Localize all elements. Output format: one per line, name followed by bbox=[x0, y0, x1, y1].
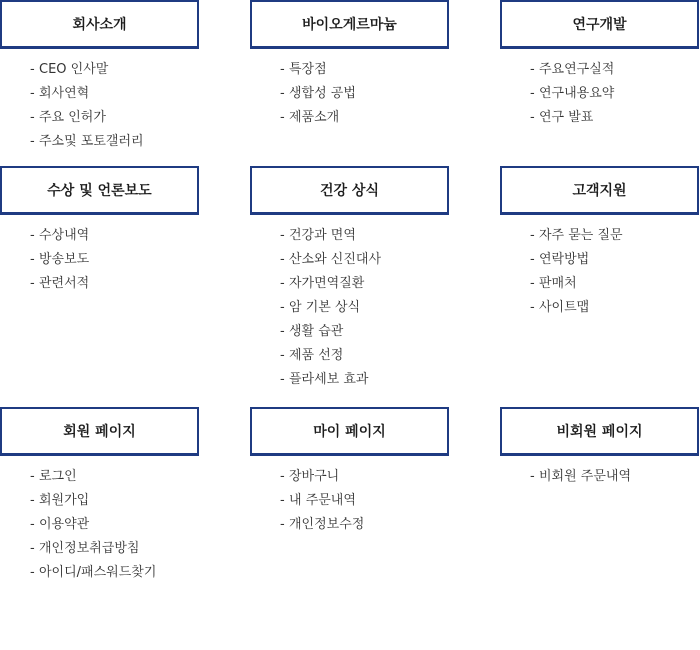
bullet: - bbox=[30, 252, 35, 267]
list-item[interactable] bbox=[30, 134, 199, 158]
link-health-immunity[interactable]: 건강과 면역 bbox=[289, 228, 356, 243]
bullet: - bbox=[280, 324, 285, 339]
section-links-bio-germanium bbox=[250, 62, 449, 134]
list-item[interactable] bbox=[280, 62, 449, 86]
list-item[interactable] bbox=[530, 469, 699, 493]
list-item[interactable] bbox=[30, 252, 199, 276]
bullet: - bbox=[530, 252, 535, 267]
list-item[interactable] bbox=[530, 110, 699, 134]
list-item[interactable] bbox=[280, 300, 449, 324]
section-header-health-info[interactable]: 건강 상식 bbox=[250, 166, 449, 215]
bullet: - bbox=[280, 252, 285, 267]
section-header-my-page[interactable]: 마이 페이지 bbox=[250, 407, 449, 456]
section-header-member[interactable]: 회원 페이지 bbox=[0, 407, 199, 456]
bullet: - bbox=[280, 62, 285, 77]
link-oxygen-metabolism[interactable]: 산소와 신진대사 bbox=[289, 252, 382, 267]
section-header-guest[interactable]: 비회원 페이지 bbox=[500, 407, 699, 456]
bullet: - bbox=[280, 86, 285, 101]
bullet: - bbox=[280, 469, 285, 484]
section-links-research bbox=[500, 62, 699, 134]
bullet: - bbox=[280, 276, 285, 291]
section-bio-germanium bbox=[250, 0, 449, 134]
list-item[interactable] bbox=[280, 493, 449, 517]
link-guest-orders[interactable]: 비회원 주문내역 bbox=[539, 469, 632, 484]
section-header-support[interactable]: 고객지원 bbox=[500, 166, 699, 215]
link-login[interactable]: 로그인 bbox=[39, 469, 77, 484]
section-links-my-page bbox=[250, 469, 449, 541]
list-item[interactable] bbox=[530, 276, 699, 300]
bullet: - bbox=[530, 62, 535, 77]
bullet: - bbox=[30, 134, 35, 149]
link-products[interactable]: 제품소개 bbox=[289, 110, 340, 125]
bullet: - bbox=[530, 86, 535, 101]
section-support bbox=[500, 166, 699, 324]
bullet: - bbox=[30, 228, 35, 243]
section-guest bbox=[500, 407, 699, 493]
bullet: - bbox=[530, 228, 535, 243]
section-links-guest bbox=[500, 469, 699, 493]
link-find-account[interactable]: 아이디/패스워드찾기 bbox=[39, 565, 157, 580]
section-links-support bbox=[500, 228, 699, 324]
bullet: - bbox=[280, 517, 285, 532]
link-privacy[interactable]: 개인정보취급방침 bbox=[39, 541, 140, 556]
section-header-research[interactable]: 연구개발 bbox=[500, 0, 699, 49]
bullet: - bbox=[30, 565, 35, 580]
list-item[interactable] bbox=[30, 276, 199, 300]
link-faq[interactable]: 자주 묻는 질문 bbox=[539, 228, 623, 243]
list-item[interactable] bbox=[530, 228, 699, 252]
link-contact[interactable]: 연락방법 bbox=[539, 252, 590, 267]
link-biosynthesis[interactable]: 생합성 공법 bbox=[289, 86, 356, 101]
list-item[interactable] bbox=[280, 372, 449, 396]
list-item[interactable] bbox=[530, 62, 699, 86]
list-item[interactable] bbox=[280, 348, 449, 372]
bullet: - bbox=[280, 372, 285, 387]
section-member bbox=[0, 407, 199, 589]
section-header-bio-germanium[interactable]: 바이오게르마늄 bbox=[250, 0, 449, 49]
link-cart[interactable]: 장바구니 bbox=[289, 469, 340, 484]
list-item[interactable] bbox=[530, 300, 699, 324]
link-cancer-basics[interactable]: 암 기본 상식 bbox=[289, 300, 361, 315]
link-product-selection[interactable]: 제품 선정 bbox=[289, 348, 344, 363]
section-my-page bbox=[250, 407, 449, 541]
list-item[interactable] bbox=[30, 86, 199, 110]
link-autoimmune[interactable]: 자가면역질환 bbox=[289, 276, 365, 291]
bullet: - bbox=[30, 469, 35, 484]
bullet: - bbox=[530, 276, 535, 291]
bullet: - bbox=[30, 62, 35, 77]
list-item[interactable] bbox=[30, 565, 199, 589]
bullet: - bbox=[30, 276, 35, 291]
list-item[interactable] bbox=[30, 62, 199, 86]
link-placebo[interactable]: 플라세보 효과 bbox=[289, 372, 369, 387]
list-item[interactable] bbox=[280, 110, 449, 134]
link-research-presentation[interactable]: 연구 발표 bbox=[539, 110, 594, 125]
list-item[interactable] bbox=[30, 493, 199, 517]
link-awards[interactable]: 수상내역 bbox=[39, 228, 90, 243]
link-signup[interactable]: 회원가입 bbox=[39, 493, 90, 508]
bullet: - bbox=[30, 86, 35, 101]
list-item[interactable] bbox=[30, 517, 199, 541]
list-item[interactable] bbox=[30, 469, 199, 493]
link-edit-profile[interactable]: 개인정보수정 bbox=[289, 517, 365, 532]
list-item[interactable] bbox=[280, 86, 449, 110]
section-links-member bbox=[0, 469, 199, 589]
list-item[interactable] bbox=[280, 517, 449, 541]
link-terms[interactable]: 이용약관 bbox=[39, 517, 90, 532]
bullet: - bbox=[280, 228, 285, 243]
list-item[interactable] bbox=[280, 228, 449, 252]
section-research bbox=[500, 0, 699, 134]
bullet: - bbox=[30, 493, 35, 508]
bullet: - bbox=[280, 110, 285, 125]
link-sitemap[interactable]: 사이트맵 bbox=[539, 300, 590, 315]
section-links-health-info bbox=[250, 228, 449, 396]
bullet: - bbox=[530, 110, 535, 125]
list-item[interactable] bbox=[280, 324, 449, 348]
bullet: - bbox=[280, 493, 285, 508]
link-history[interactable]: 회사연혁 bbox=[39, 86, 90, 101]
link-features[interactable]: 특장점 bbox=[289, 62, 327, 77]
section-company bbox=[0, 0, 199, 158]
section-health-info bbox=[250, 166, 449, 396]
link-ceo-greeting[interactable]: CEO 인사말 bbox=[39, 62, 109, 77]
section-links-company bbox=[0, 62, 199, 158]
link-my-orders[interactable]: 내 주문내역 bbox=[289, 493, 356, 508]
list-item[interactable] bbox=[30, 541, 199, 565]
section-links-awards-press bbox=[0, 228, 199, 300]
list-item[interactable] bbox=[30, 110, 199, 134]
link-books[interactable]: 관련서적 bbox=[39, 276, 90, 291]
link-address-gallery[interactable]: 주소및 포토갤러리 bbox=[39, 134, 144, 149]
section-header-company[interactable]: 회사소개 bbox=[0, 0, 199, 49]
bullet: - bbox=[530, 300, 535, 315]
bullet: - bbox=[30, 110, 35, 125]
list-item[interactable] bbox=[30, 228, 199, 252]
link-licenses[interactable]: 주요 인허가 bbox=[39, 110, 106, 125]
section-header-awards-press[interactable]: 수상 및 언론보도 bbox=[0, 166, 199, 215]
bullet: - bbox=[280, 300, 285, 315]
link-retailers[interactable]: 판매처 bbox=[539, 276, 577, 291]
bullet: - bbox=[280, 348, 285, 363]
list-item[interactable] bbox=[280, 469, 449, 493]
link-research-results[interactable]: 주요연구실적 bbox=[539, 62, 615, 77]
bullet: - bbox=[530, 469, 535, 484]
link-research-summary[interactable]: 연구내용요약 bbox=[539, 86, 615, 101]
list-item[interactable] bbox=[280, 276, 449, 300]
link-lifestyle[interactable]: 생활 습관 bbox=[289, 324, 344, 339]
bullet: - bbox=[30, 517, 35, 532]
list-item[interactable] bbox=[280, 252, 449, 276]
list-item[interactable] bbox=[530, 252, 699, 276]
link-broadcast[interactable]: 방송보도 bbox=[39, 252, 90, 267]
bullet: - bbox=[30, 541, 35, 556]
list-item[interactable] bbox=[530, 86, 699, 110]
section-awards-press bbox=[0, 166, 199, 300]
